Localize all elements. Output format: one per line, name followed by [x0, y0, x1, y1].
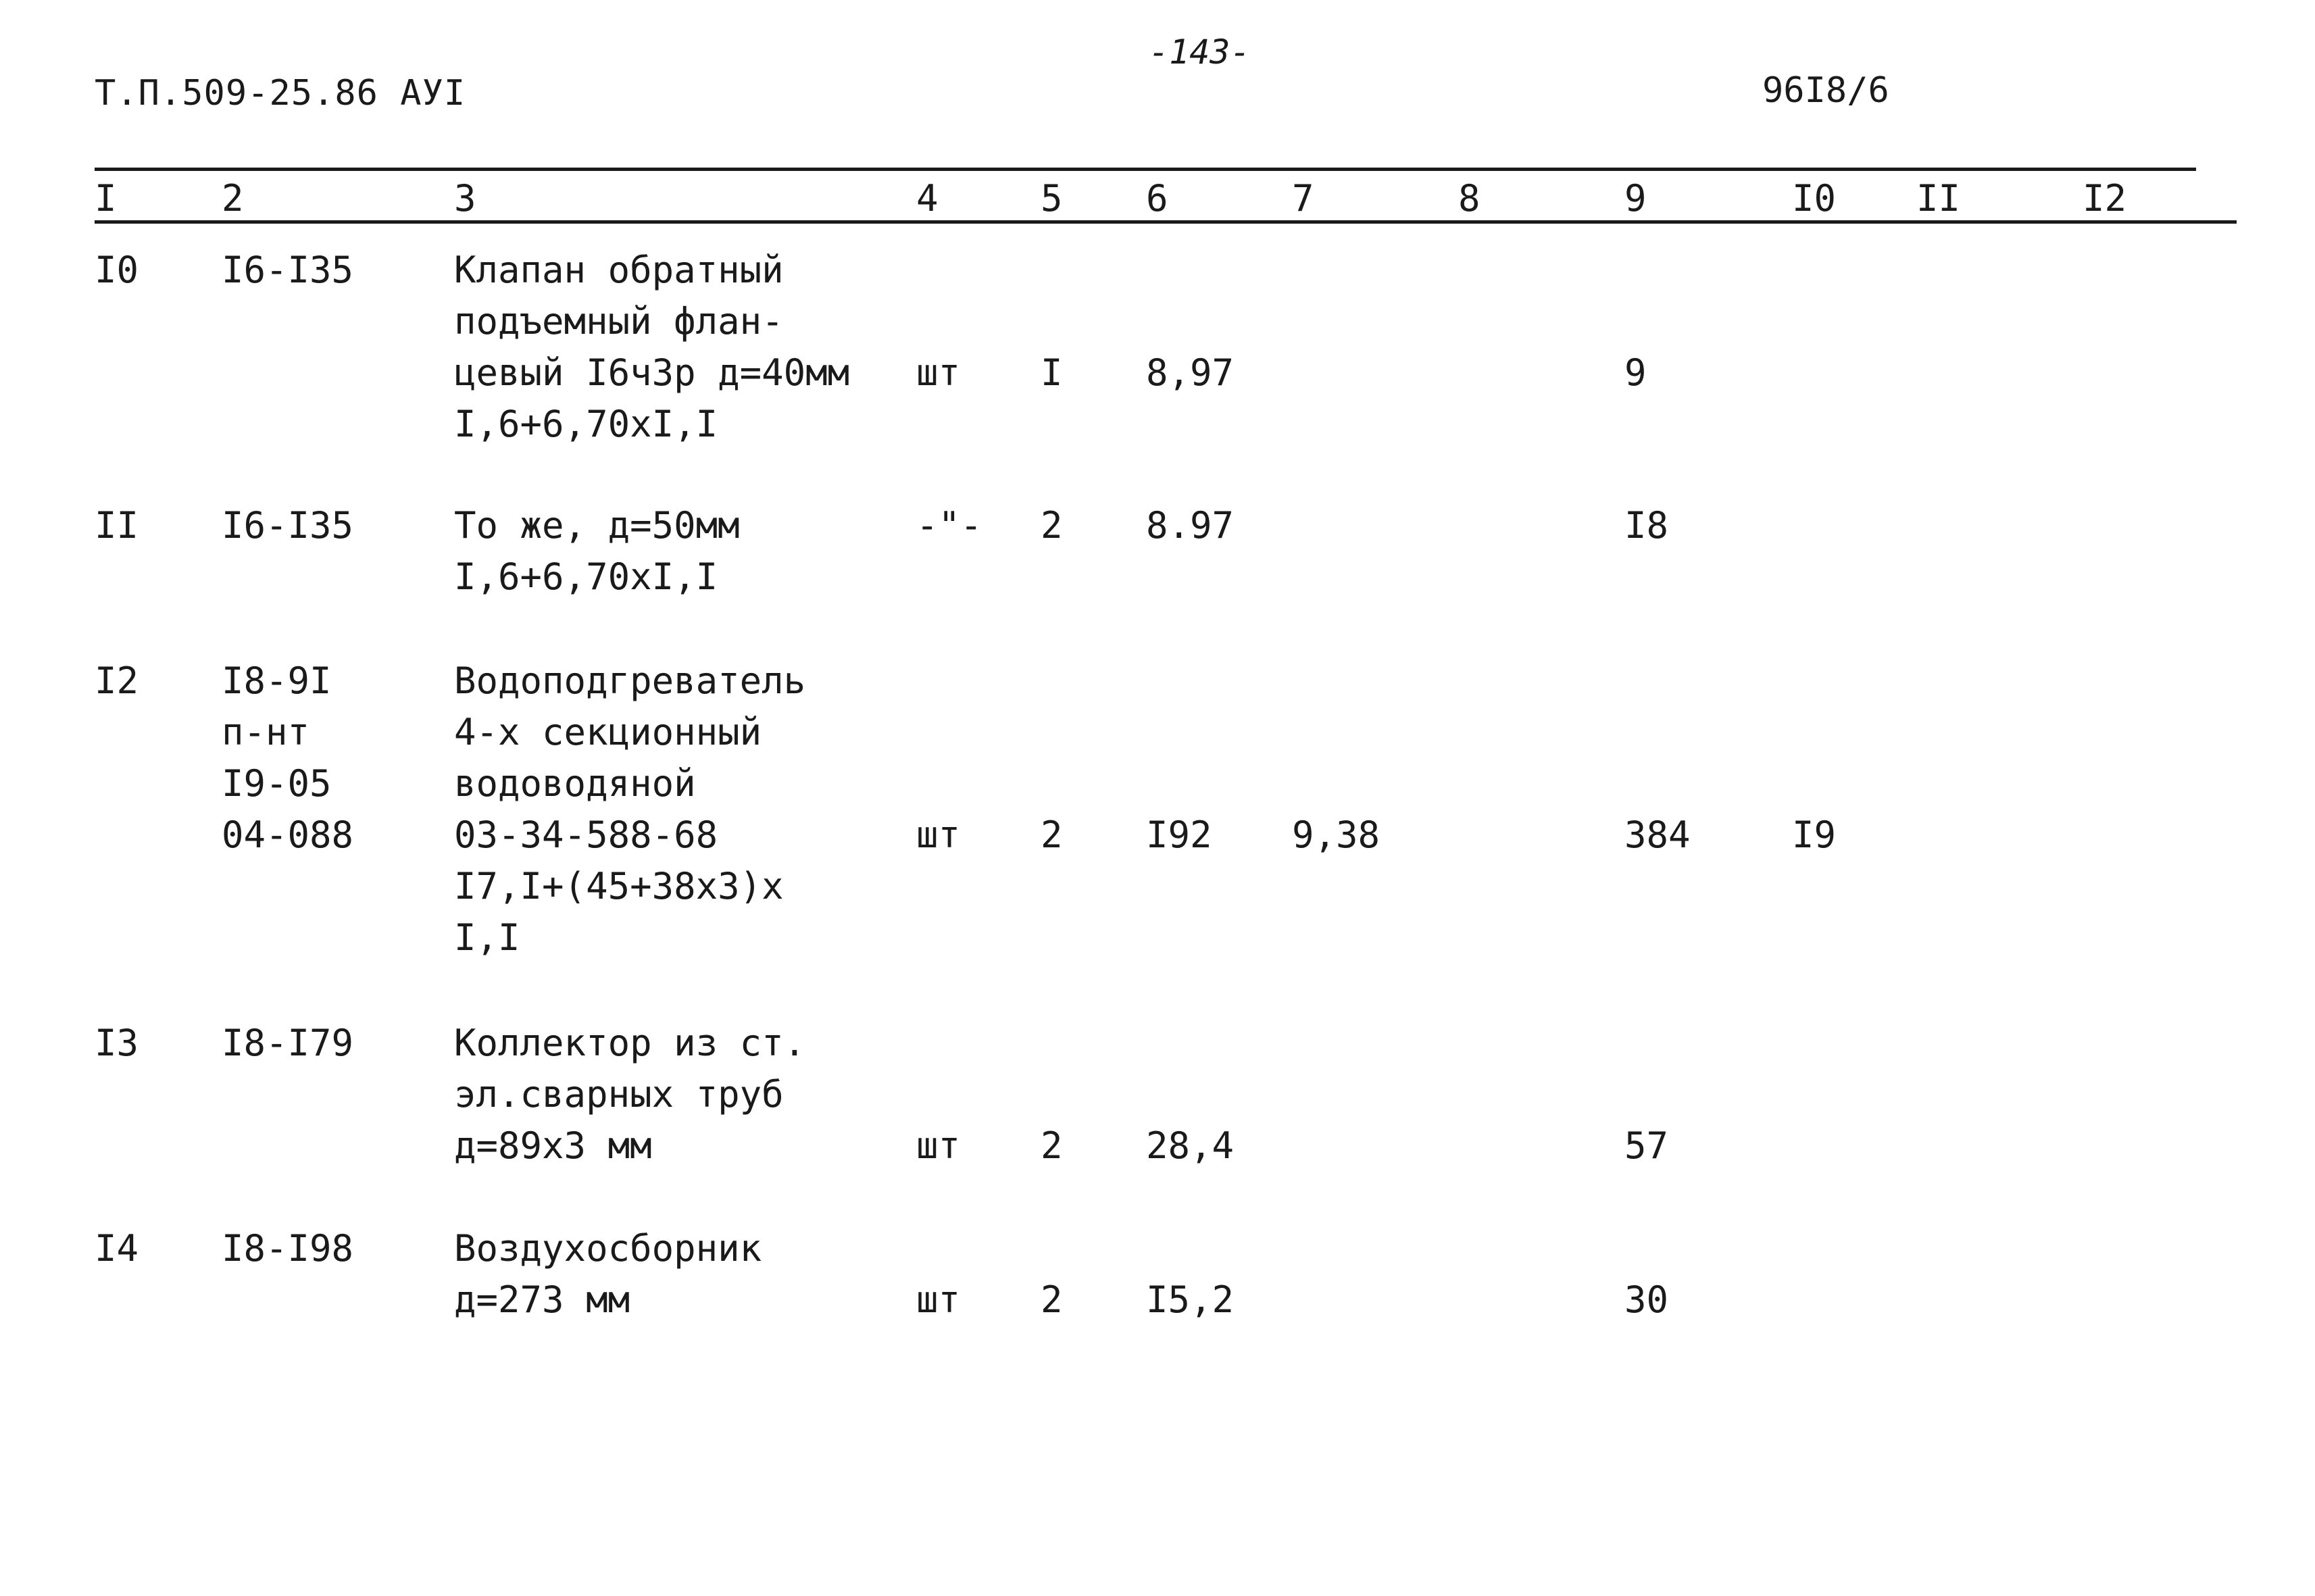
unit-weight: I92 [1146, 814, 1212, 856]
column-header-11: II [1916, 177, 1961, 220]
column-header-12: I2 [2083, 177, 2127, 220]
price-code-line: I8-I79 [222, 1022, 354, 1064]
quantity: I [1041, 351, 1063, 394]
item-description-line: I,6+6,70хI,I [454, 555, 718, 598]
price-code-line: п-нт [222, 711, 310, 753]
item-description-line: I,6+6,70хI,I [454, 403, 718, 445]
quantity: 2 [1041, 1278, 1063, 1321]
column-header-9: 9 [1624, 177, 1647, 220]
total-weight: I8 [1624, 504, 1669, 547]
column-10-value: I9 [1792, 814, 1837, 856]
item-description-line: Воздухосборник [454, 1227, 762, 1270]
document-code: Т.П.509-25.86 АУI [95, 73, 466, 114]
item-description-line: То же, д=50мм [454, 504, 740, 547]
item-description-line: Водоподгреватель [454, 659, 806, 702]
total-weight: 384 [1624, 814, 1691, 856]
quantity: 2 [1041, 504, 1063, 547]
row-number: I2 [95, 659, 139, 702]
price-code-line: I6-I35 [222, 249, 354, 291]
item-description-line: водоводяной [454, 762, 696, 805]
row-number: I4 [95, 1227, 139, 1270]
quantity: 2 [1041, 814, 1063, 856]
unit: шт [916, 1278, 961, 1321]
unit: шт [916, 1124, 961, 1167]
column-header-4: 4 [916, 177, 939, 220]
price-code-line: 04-088 [222, 814, 354, 856]
item-description-line: 4-х секционный [454, 711, 762, 753]
item-description-line: 03-34-588-68 [454, 814, 718, 856]
price-code-line: I8-9I [222, 659, 332, 702]
table-top-rule [95, 168, 2196, 171]
column-header-2: 2 [222, 177, 244, 220]
column-header-7: 7 [1292, 177, 1314, 220]
total-weight: 57 [1624, 1124, 1669, 1167]
item-description-line: I7,I+(45+38х3)х [454, 865, 784, 907]
unit-weight: I5,2 [1146, 1278, 1235, 1321]
item-description-line: д=89х3 мм [454, 1124, 652, 1167]
item-description-line: цевый I6ч3р д=40мм [454, 351, 850, 394]
column-header-6: 6 [1146, 177, 1168, 220]
item-description-line: Клапан обратный [454, 249, 784, 291]
column-header-5: 5 [1041, 177, 1063, 220]
unit: шт [916, 351, 961, 394]
sheet-code: 96I8/6 [1762, 70, 1889, 111]
column-header-3: 3 [454, 177, 476, 220]
table-header-rule [95, 220, 2237, 224]
quantity: 2 [1041, 1124, 1063, 1167]
unit: -"- [916, 504, 982, 547]
unit-weight: 28,4 [1146, 1124, 1235, 1167]
price-code-line: I6-I35 [222, 504, 354, 547]
total-weight: 30 [1624, 1278, 1669, 1321]
column-header-10: I0 [1792, 177, 1837, 220]
price-code-line: I8-I98 [222, 1227, 354, 1270]
row-number: I3 [95, 1022, 139, 1064]
total-weight: 9 [1624, 351, 1647, 394]
unit: шт [916, 814, 961, 856]
unit-weight: 8.97 [1146, 504, 1235, 547]
row-number: II [95, 504, 139, 547]
row-number: I0 [95, 249, 139, 291]
item-description-line: подъемный флан- [454, 300, 784, 343]
item-description-line: I,I [454, 916, 520, 959]
unit-weight: 8,97 [1146, 351, 1235, 394]
page-number: -143- [1149, 32, 1251, 72]
column-header-1: I [95, 177, 117, 220]
item-description-line: эл.сварных труб [454, 1073, 784, 1116]
column-7-value: 9,38 [1292, 814, 1380, 856]
column-header-8: 8 [1458, 177, 1480, 220]
item-description-line: д=273 мм [454, 1278, 630, 1321]
item-description-line: Коллектор из ст. [454, 1022, 806, 1064]
price-code-line: I9-05 [222, 762, 332, 805]
